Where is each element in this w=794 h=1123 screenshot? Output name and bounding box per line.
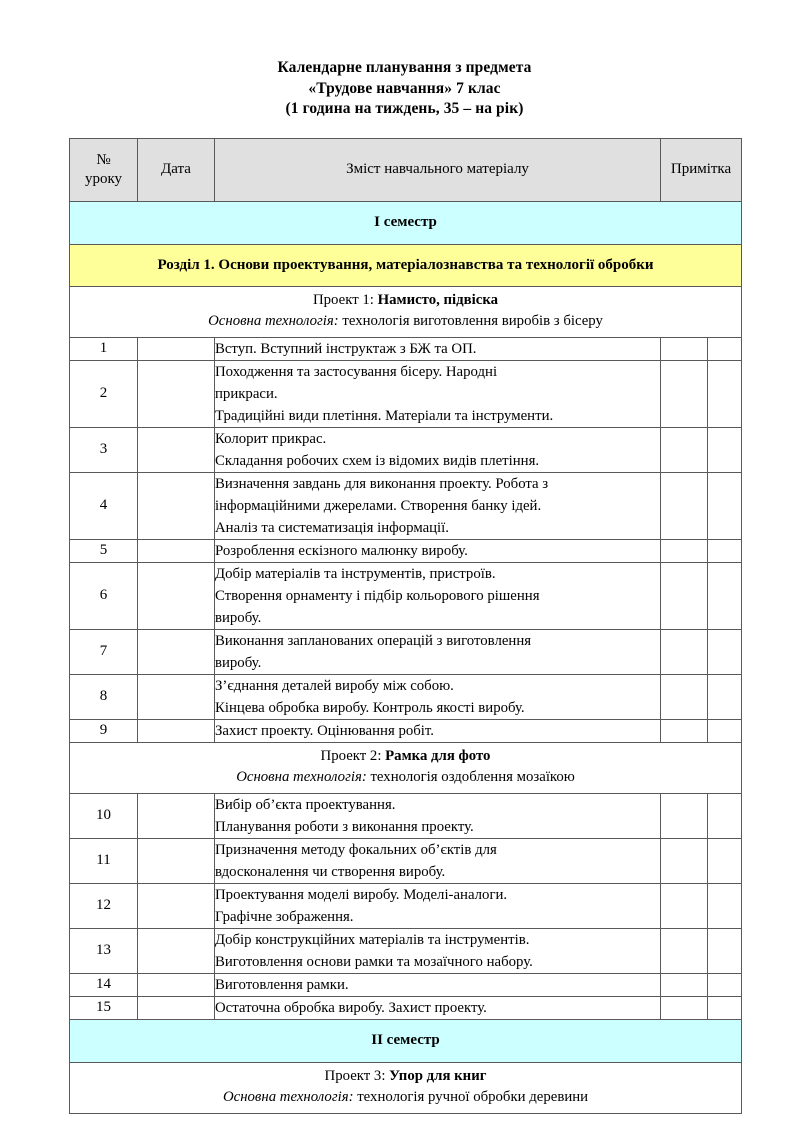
- table-row: [70, 562, 742, 629]
- project-title-line: Проект 1: Намисто, підвіска: [312, 291, 499, 308]
- note-cell-a[interactable]: [661, 337, 708, 360]
- note-cell-b[interactable]: [708, 427, 742, 472]
- note-cell-a[interactable]: [661, 883, 708, 928]
- table-row: [70, 793, 742, 838]
- content-line: Планування роботи з виконання проекту.: [215, 818, 474, 835]
- lesson-number-cell: 5: [70, 539, 138, 562]
- table-row: [70, 472, 742, 539]
- date-cell[interactable]: [138, 674, 215, 719]
- lesson-number-cell: 6: [70, 562, 138, 629]
- note-cell-a[interactable]: [661, 928, 708, 973]
- note-cell-b[interactable]: [708, 883, 742, 928]
- note-cell-b[interactable]: [708, 973, 742, 996]
- table-row: [70, 674, 742, 719]
- table-row: [70, 883, 742, 928]
- column-header-date: Дата: [138, 138, 215, 201]
- lesson-number-cell: 13: [70, 928, 138, 973]
- table-header-row: [70, 138, 742, 201]
- content-line: Вибір об’єкта проектування.: [215, 796, 396, 813]
- date-cell[interactable]: [138, 360, 215, 427]
- project-title-line: Проект 3: Упор для книг: [324, 1067, 487, 1084]
- table-body: [70, 201, 742, 1113]
- table-row: [70, 838, 742, 883]
- content-line: Колорит прикрас.: [215, 430, 327, 447]
- content-line: Аналіз та систематизація інформації.: [215, 519, 449, 536]
- date-cell[interactable]: [138, 539, 215, 562]
- semester-row: [70, 201, 742, 244]
- note-cell-a[interactable]: [661, 838, 708, 883]
- content-line: Створення орнаменту і підбір кольорового рішення: [215, 587, 540, 604]
- lesson-number-cell: 7: [70, 629, 138, 674]
- content-cell: [215, 838, 661, 883]
- table-row: [70, 539, 742, 562]
- project-technology-line: Основна технологія: технологія оздоблення мозаїкою: [236, 769, 575, 785]
- date-cell[interactable]: [138, 838, 215, 883]
- content-line: прикраси.: [215, 385, 278, 402]
- content-cell: [215, 539, 661, 562]
- title-line-1: Календарне планування з предмета: [277, 59, 532, 76]
- technology-label: Основна технологія:: [222, 1089, 354, 1105]
- date-cell[interactable]: [138, 996, 215, 1019]
- content-line: Визначення завдань для виконання проекту. Робота з: [215, 475, 549, 492]
- content-line: Розроблення ескізного малюнку виробу.: [215, 542, 468, 559]
- note-cell-b[interactable]: [708, 629, 742, 674]
- content-cell: [215, 360, 661, 427]
- content-line: Виконання запланованих операцій з виготовлення: [215, 632, 532, 649]
- note-cell-b[interactable]: [708, 539, 742, 562]
- content-line: вдосконалення чи створення виробу.: [215, 863, 446, 880]
- column-header-content: Зміст навчального матеріалу: [215, 138, 661, 201]
- date-cell[interactable]: [138, 629, 215, 674]
- note-cell-a[interactable]: [661, 629, 708, 674]
- section-row: [70, 244, 742, 286]
- date-cell[interactable]: [138, 719, 215, 742]
- date-cell[interactable]: [138, 562, 215, 629]
- content-cell: [215, 793, 661, 838]
- technology-label: Основна технологія:: [236, 769, 367, 785]
- note-cell-b[interactable]: [708, 360, 742, 427]
- lesson-no-line-2: уроку: [84, 170, 123, 187]
- note-cell-b[interactable]: [708, 838, 742, 883]
- content-cell: [215, 996, 661, 1019]
- table-row: [70, 928, 742, 973]
- lesson-number-cell: 15: [70, 996, 138, 1019]
- note-cell-a[interactable]: [661, 562, 708, 629]
- note-cell-b[interactable]: [708, 674, 742, 719]
- technology-label: Основна технологія:: [208, 313, 339, 329]
- content-cell: [215, 472, 661, 539]
- table-row: [70, 427, 742, 472]
- content-line: Добір конструкційних матеріалів та інструментів.: [215, 931, 530, 948]
- table-row: [70, 996, 742, 1019]
- date-cell[interactable]: [138, 472, 215, 539]
- note-cell-a[interactable]: [661, 719, 708, 742]
- content-cell: [215, 427, 661, 472]
- note-cell-a[interactable]: [661, 973, 708, 996]
- note-cell-b[interactable]: [708, 719, 742, 742]
- lesson-number-cell: 11: [70, 838, 138, 883]
- content-cell: [215, 719, 661, 742]
- content-cell: [215, 928, 661, 973]
- content-line: Остаточна обробка виробу. Захист проекту.: [215, 999, 487, 1016]
- note-cell-a[interactable]: [661, 674, 708, 719]
- content-line: Захист проекту. Оцінювання робіт.: [215, 722, 434, 739]
- content-line: Виготовлення рамки.: [215, 976, 349, 993]
- project-header-cell: [70, 286, 742, 337]
- project-header-cell: [70, 742, 742, 793]
- content-cell: [215, 973, 661, 996]
- lesson-number-cell: 14: [70, 973, 138, 996]
- note-cell-b[interactable]: [708, 793, 742, 838]
- lesson-number-cell: 10: [70, 793, 138, 838]
- content-line: Вступ. Вступний інструктаж з БЖ та ОП.: [215, 340, 477, 357]
- title-line-3: (1 година на тиждень, 35 – на рік): [285, 100, 524, 117]
- column-header-lesson-no: [70, 138, 138, 201]
- date-cell[interactable]: [138, 793, 215, 838]
- date-cell[interactable]: [138, 337, 215, 360]
- content-line: виробу.: [215, 609, 262, 626]
- lesson-number-cell: 3: [70, 427, 138, 472]
- content-cell: [215, 674, 661, 719]
- note-cell-b[interactable]: [708, 337, 742, 360]
- content-line: Кінцева обробка виробу. Контроль якості виробу.: [215, 699, 525, 716]
- title-line-2: «Трудове навчання» 7 клас: [308, 79, 501, 97]
- date-cell[interactable]: [138, 928, 215, 973]
- lesson-number-cell: 12: [70, 883, 138, 928]
- table-row: [70, 719, 742, 742]
- note-cell-b[interactable]: [708, 562, 742, 629]
- table-head: [70, 138, 742, 201]
- note-cell-a[interactable]: [661, 996, 708, 1019]
- content-line: виробу.: [215, 654, 262, 671]
- project-header-row: [70, 1062, 742, 1113]
- date-cell[interactable]: [138, 883, 215, 928]
- page-title: [69, 58, 740, 120]
- semester-label: ІІ семестр: [70, 1019, 742, 1062]
- content-line: Виготовлення основи рамки та мозаїчного набору.: [215, 953, 533, 970]
- project-name: Рамка для фото: [385, 747, 491, 764]
- project-technology-line: Основна технологія: технологія виготовлення виробів з бісеру: [208, 313, 603, 329]
- note-cell-a[interactable]: [661, 360, 708, 427]
- project-header-row: [70, 286, 742, 337]
- table-row: [70, 629, 742, 674]
- table-row: [70, 973, 742, 996]
- project-header-row: [70, 742, 742, 793]
- content-line: З’єднання деталей виробу між собою.: [215, 677, 454, 694]
- project-name: Упор для книг: [389, 1067, 487, 1084]
- note-cell-b[interactable]: [708, 928, 742, 973]
- content-line: Графічне зображення.: [215, 908, 354, 925]
- column-header-note: Примітка: [661, 138, 742, 201]
- lesson-number-cell: 1: [70, 337, 138, 360]
- table-row: [70, 337, 742, 360]
- project-title-line: Проект 2: Рамка для фото: [320, 747, 491, 764]
- lesson-number-cell: 4: [70, 472, 138, 539]
- content-line: інформаційними джерелами. Створення банку ідей.: [215, 497, 542, 514]
- note-cell-b[interactable]: [708, 472, 742, 539]
- content-line: Традиційні види плетіння. Матеріали та інструменти.: [215, 407, 554, 424]
- section-label: Розділ 1. Основи проектування, матеріалознавства та технології обробки: [70, 244, 742, 286]
- project-name: Намисто, підвіска: [377, 291, 499, 308]
- project-header-cell: [70, 1062, 742, 1113]
- content-cell: [215, 883, 661, 928]
- content-cell: [215, 337, 661, 360]
- lesson-number-cell: 8: [70, 674, 138, 719]
- content-cell: [215, 629, 661, 674]
- lesson-number-cell: 2: [70, 360, 138, 427]
- note-cell-a[interactable]: [661, 539, 708, 562]
- note-cell-b[interactable]: [708, 996, 742, 1019]
- content-line: Проектування моделі виробу. Моделі-аналоги.: [215, 886, 508, 903]
- note-cell-a[interactable]: [661, 793, 708, 838]
- date-cell[interactable]: [138, 427, 215, 472]
- lesson-number-cell: 9: [70, 719, 138, 742]
- semester-row: [70, 1019, 742, 1062]
- content-cell: [215, 562, 661, 629]
- semester-label: І семестр: [70, 201, 742, 244]
- calendar-plan-table: [69, 138, 742, 1114]
- table-row: [70, 360, 742, 427]
- note-cell-a[interactable]: [661, 472, 708, 539]
- project-technology-line: Основна технологія: технологія ручної обробки деревини: [222, 1089, 589, 1105]
- content-line: Призначення методу фокальних об’єктів для: [215, 841, 497, 858]
- content-line: Складання робочих схем із відомих видів плетіння.: [215, 452, 540, 469]
- content-line: Походження та застосування бісеру. Народні: [215, 363, 498, 380]
- date-cell[interactable]: [138, 973, 215, 996]
- note-cell-a[interactable]: [661, 427, 708, 472]
- lesson-no-line-1: №: [96, 151, 111, 168]
- content-line: Добір матеріалів та інструментів, пристроїв.: [215, 565, 496, 582]
